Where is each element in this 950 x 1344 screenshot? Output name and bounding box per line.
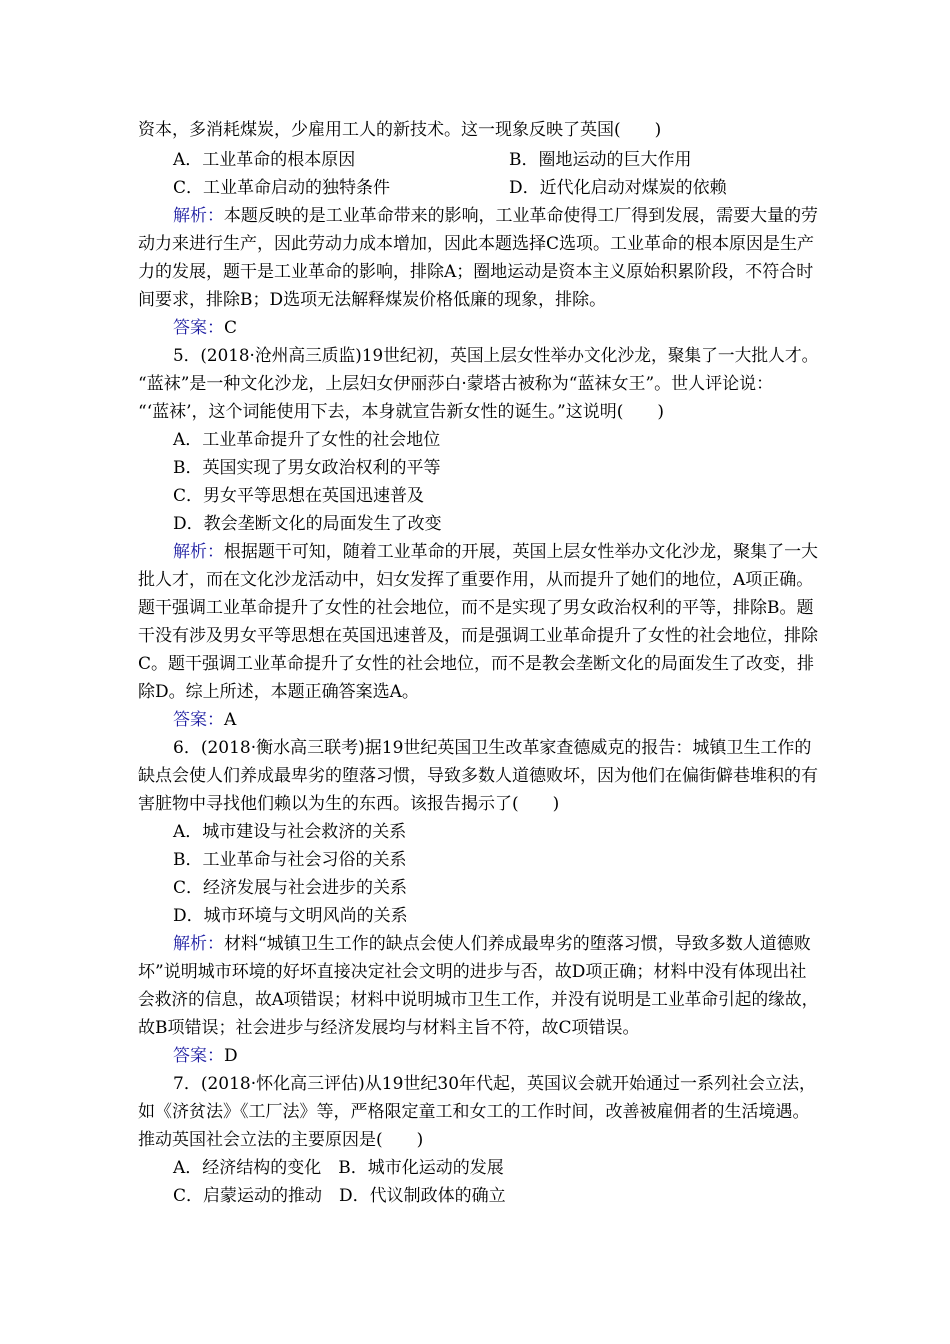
q4-option-c: C．工业革命启动的独特条件: [173, 178, 391, 198]
answer-value: D: [224, 1046, 238, 1066]
q5-option-d: D．教会垄断文化的局面发生了改变: [173, 514, 442, 534]
q4-analysis-line: [173, 206, 818, 226]
q5-analysis-line: [173, 542, 818, 562]
q5-option-a: A．工业革命提升了女性的社会地位: [173, 430, 441, 450]
q6-stem-line: 害脏物中寻找他们赖以为生的东西。该报告揭示了( ): [138, 794, 560, 814]
q6-analysis-line: 故B项错误；社会进步与经济发展均与材料主旨不符，故C项错误。: [138, 1018, 640, 1038]
q6-analysis-line: [173, 934, 811, 954]
q4-option-d: D．近代化启动对煤炭的依赖: [509, 178, 727, 198]
answer-value: C: [224, 318, 238, 338]
q6-stem-line: 6．(2018·衡水高三联考)据19世纪英国卫生改革家查德威克的报告：城镇卫生工作的: [173, 738, 812, 758]
q5-stem-line: 5．(2018·沧州高三质监)19世纪初，英国上层女性举办文化沙龙，聚集了一大批人才。: [173, 346, 819, 366]
q5-analysis-line: 除D。综上所述，本题正确答案选A。: [138, 682, 419, 702]
q4-analysis-line: 动力来进行生产，因此劳动力成本增加，因此本题选择C选项。工业革命的根本原因是生产: [138, 234, 815, 254]
q6-stem-line: 缺点会使人们养成最卑劣的堕落习惯，导致多数人道德败坏，因为他们在偏街僻巷堆积的有: [138, 766, 818, 786]
q4-stem-tail: 资本，多消耗煤炭，少雇用工人的新技术。这一现象反映了英国( ): [138, 120, 662, 140]
answer-label: 答案：: [173, 1046, 224, 1066]
q6-analysis-line: 会救济的信息，故A项错误；材料中说明城市卫生工作，并没有说明是工业革命引起的缘故，: [138, 990, 819, 1010]
q7-options-ab: A．经济结构的变化 B．城市化运动的发展: [173, 1158, 504, 1178]
answer-label: 答案：: [173, 710, 224, 730]
q5-analysis-line: 批人才，而在文化沙龙活动中，妇女发挥了重要作用，从而提升了她们的地位，A项正确。: [138, 570, 814, 590]
q4-option-b: B．圈地运动的巨大作用: [509, 150, 692, 170]
q5-stem-line: “蓝袜”是一种文化沙龙，上层妇女伊丽莎白·蒙塔古被称为“蓝袜女王”。世人评论说：: [138, 374, 774, 394]
analysis-text: 本题反映的是工业革命带来的影响，工业革命使得工厂得到发展，需要大量的劳: [223, 206, 819, 226]
q5-option-c: C．男女平等思想在英国迅速普及: [173, 486, 425, 506]
q6-option-d: D．城市环境与文明风尚的关系: [173, 906, 408, 926]
q5-stem-line: “‘蓝袜’，这个词能使用下去，本身就宣告新女性的诞生。”这说明( ): [138, 402, 664, 422]
answer-label: 答案：: [173, 318, 224, 338]
analysis-label: 解析：: [173, 542, 224, 562]
q5-analysis-line: 干没有涉及男女平等思想在英国迅速普及，而是强调工业革命提升了女性的社会地位，排除: [138, 626, 818, 646]
q6-analysis-line: 坏”说明城市环境的好坏直接决定社会文明的进步与否，故D项正确；材料中没有体现出社: [138, 962, 807, 982]
analysis-label: 解析：: [173, 206, 224, 226]
q6-option-a: A．城市建设与社会救济的关系: [173, 822, 407, 842]
q7-stem-line: 推动英国社会立法的主要原因是( ): [138, 1130, 424, 1150]
q5-analysis-line: 题干强调工业革命提升了女性的社会地位，而不是实现了男女政治权利的平等，排除B。题: [138, 598, 814, 618]
q6-answer: [173, 1046, 238, 1066]
q5-option-b: B．英国实现了男女政治权利的平等: [173, 458, 441, 478]
q5-answer: [173, 710, 236, 730]
analysis-label: 解析：: [173, 934, 224, 954]
q5-analysis-line: C。题干强调工业革命提升了女性的社会地位，而不是教会垄断文化的局面发生了改变，排: [138, 654, 815, 674]
q4-answer: [173, 318, 237, 338]
q4-option-a: A．工业革命的根本原因: [173, 150, 356, 170]
analysis-text: 根据题干可知，随着工业革命的开展，英国上层女性举办文化沙龙，聚集了一大: [223, 542, 819, 562]
q6-option-b: B．工业革命与社会习俗的关系: [173, 850, 407, 870]
q4-analysis-line: 间要求，排除B；D选项无法解释煤炭价格低廉的现象，排除。: [138, 290, 607, 310]
answer-value: A: [224, 710, 237, 730]
q7-stem-line: 7．(2018·怀化高三评估)从19世纪30年代起，英国议会就开始通过一系列社会立法，: [173, 1074, 817, 1094]
q4-analysis-line: 力的发展，题干是工业革命的影响，排除A；圈地运动是资本主义原始积累阶段，不符合时: [138, 262, 814, 282]
analysis-text: 材料“城镇卫生工作的缺点会使人们养成最卑劣的堕落习惯，导致多数人道德败: [224, 934, 811, 954]
q7-stem-line: 如《济贫法》《工厂法》等，严格限定童工和女工的工作时间，改善被雇佣者的生活境遇。: [138, 1102, 810, 1122]
q7-options-cd: C．启蒙运动的推动 D．代议制政体的确立: [173, 1186, 506, 1206]
q6-option-c: C．经济发展与社会进步的关系: [173, 878, 408, 898]
